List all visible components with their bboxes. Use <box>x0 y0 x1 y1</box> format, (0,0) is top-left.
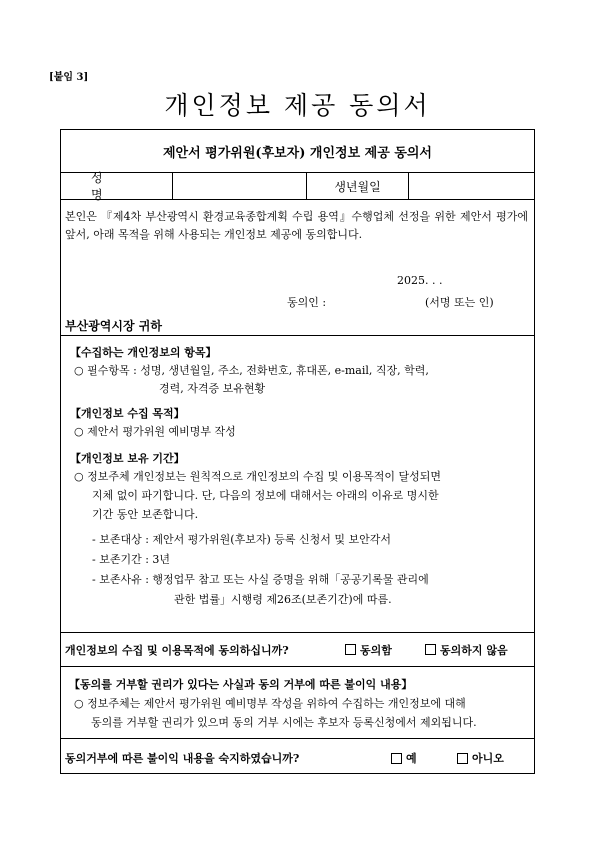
date-field[interactable]: 2025. . . <box>397 274 443 287</box>
info-section <box>61 336 534 633</box>
period-heading: 【개인정보 보유 기간】 <box>70 452 185 465</box>
name-field[interactable] <box>173 173 307 199</box>
purpose-text: ○ 제안서 평가위원 예비명부 작성 <box>74 425 236 438</box>
consent-section <box>61 200 534 336</box>
question-consent-text: 개인정보의 수집 및 이용목적에 동의하십니까? <box>65 643 289 657</box>
birth-field[interactable] <box>409 173 534 199</box>
agree-label: 동의함 <box>360 643 392 657</box>
items-line: ○ 필수항목 : 성명, 생년월일, 주소, 전화번호, 휴대폰, e-mail, 직장, 학력, <box>74 364 429 377</box>
no-label: 아니오 <box>472 752 504 765</box>
yes-option[interactable] <box>391 750 417 766</box>
period-line: 기간 동안 보존합니다. <box>92 508 199 521</box>
period-line: 지체 없이 파기합니다. 단, 다음의 정보에 대해서는 아래의 이유로 명시한 <box>92 489 439 502</box>
checkbox-icon[interactable] <box>391 753 402 764</box>
document-title: 개인정보 제공 동의서 <box>164 91 431 120</box>
name-row <box>61 173 534 200</box>
refusal-heading: 【동의를 거부할 권리가 있다는 사실과 동의 거부에 따른 불이익 내용】 <box>69 678 413 691</box>
no-option[interactable] <box>457 750 504 766</box>
disagree-option[interactable] <box>425 642 508 658</box>
birth-label: 생년월일 <box>307 173 409 199</box>
refusal-section <box>61 667 534 739</box>
retain-reason: 관한 법률」시행령 제26조(보존기간)에 따름. <box>174 593 392 606</box>
attachment-label: [붙임 3] <box>49 72 89 83</box>
consent-text: 본인은 『제4차 부산광역시 환경교육종합계획 수립 용역』수행업체 선정을 위한 제안서 평가에 앞서, 아래 목적을 위해 사용되는 개인정보 제공에 동의합니다. <box>65 210 528 241</box>
agree-option[interactable] <box>345 642 392 658</box>
checkbox-icon[interactable] <box>457 753 468 764</box>
signer-label: 동의인 : <box>287 296 327 309</box>
checkbox-icon[interactable] <box>425 644 436 655</box>
items-line: 경력, 자격증 보유현황 <box>159 382 266 395</box>
question-acknowledge-text: 동의거부에 따른 불이익 내용을 숙지하였습니까? <box>65 752 300 765</box>
retain-period: - 보존기간 : 3년 <box>92 553 171 566</box>
name-label: 성명 <box>61 173 173 199</box>
items-heading: 【수집하는 개인정보의 항목】 <box>70 346 217 359</box>
retain-reason: - 보존사유 : 행정업무 참고 또는 사실 증명을 위해「공공기록물 관리에 <box>92 573 429 586</box>
retain-target: - 보존대상 : 제안서 평가위원(후보자) 등록 신청서 및 보안각서 <box>92 533 392 546</box>
refusal-line: ○ 정보주체는 제안서 평가위원 예비명부 작성을 위하여 수집하는 개인정보에 대해 <box>74 697 466 710</box>
signature-field[interactable]: (서명 또는 인) <box>425 296 494 309</box>
period-line: ○ 정보주체 개인정보는 원칙적으로 개인정보의 수집 및 이용목적이 달성되면 <box>74 470 441 483</box>
refusal-line: 동의를 거부할 권리가 있으며 동의 거부 시에는 후보자 등록신청에서 제외됩니다. <box>91 716 477 729</box>
disagree-label: 동의하지 않음 <box>440 643 508 657</box>
yes-label: 예 <box>406 752 417 765</box>
question-consent <box>61 633 534 667</box>
checkbox-icon[interactable] <box>345 644 356 655</box>
purpose-heading: 【개인정보 수집 목적】 <box>70 407 185 420</box>
recipient: 부산광역시장 귀하 <box>65 319 162 333</box>
form-title: 제안서 평가위원(후보자) 개인정보 제공 동의서 <box>61 130 534 173</box>
consent-form <box>60 129 535 774</box>
question-acknowledge <box>61 739 534 775</box>
